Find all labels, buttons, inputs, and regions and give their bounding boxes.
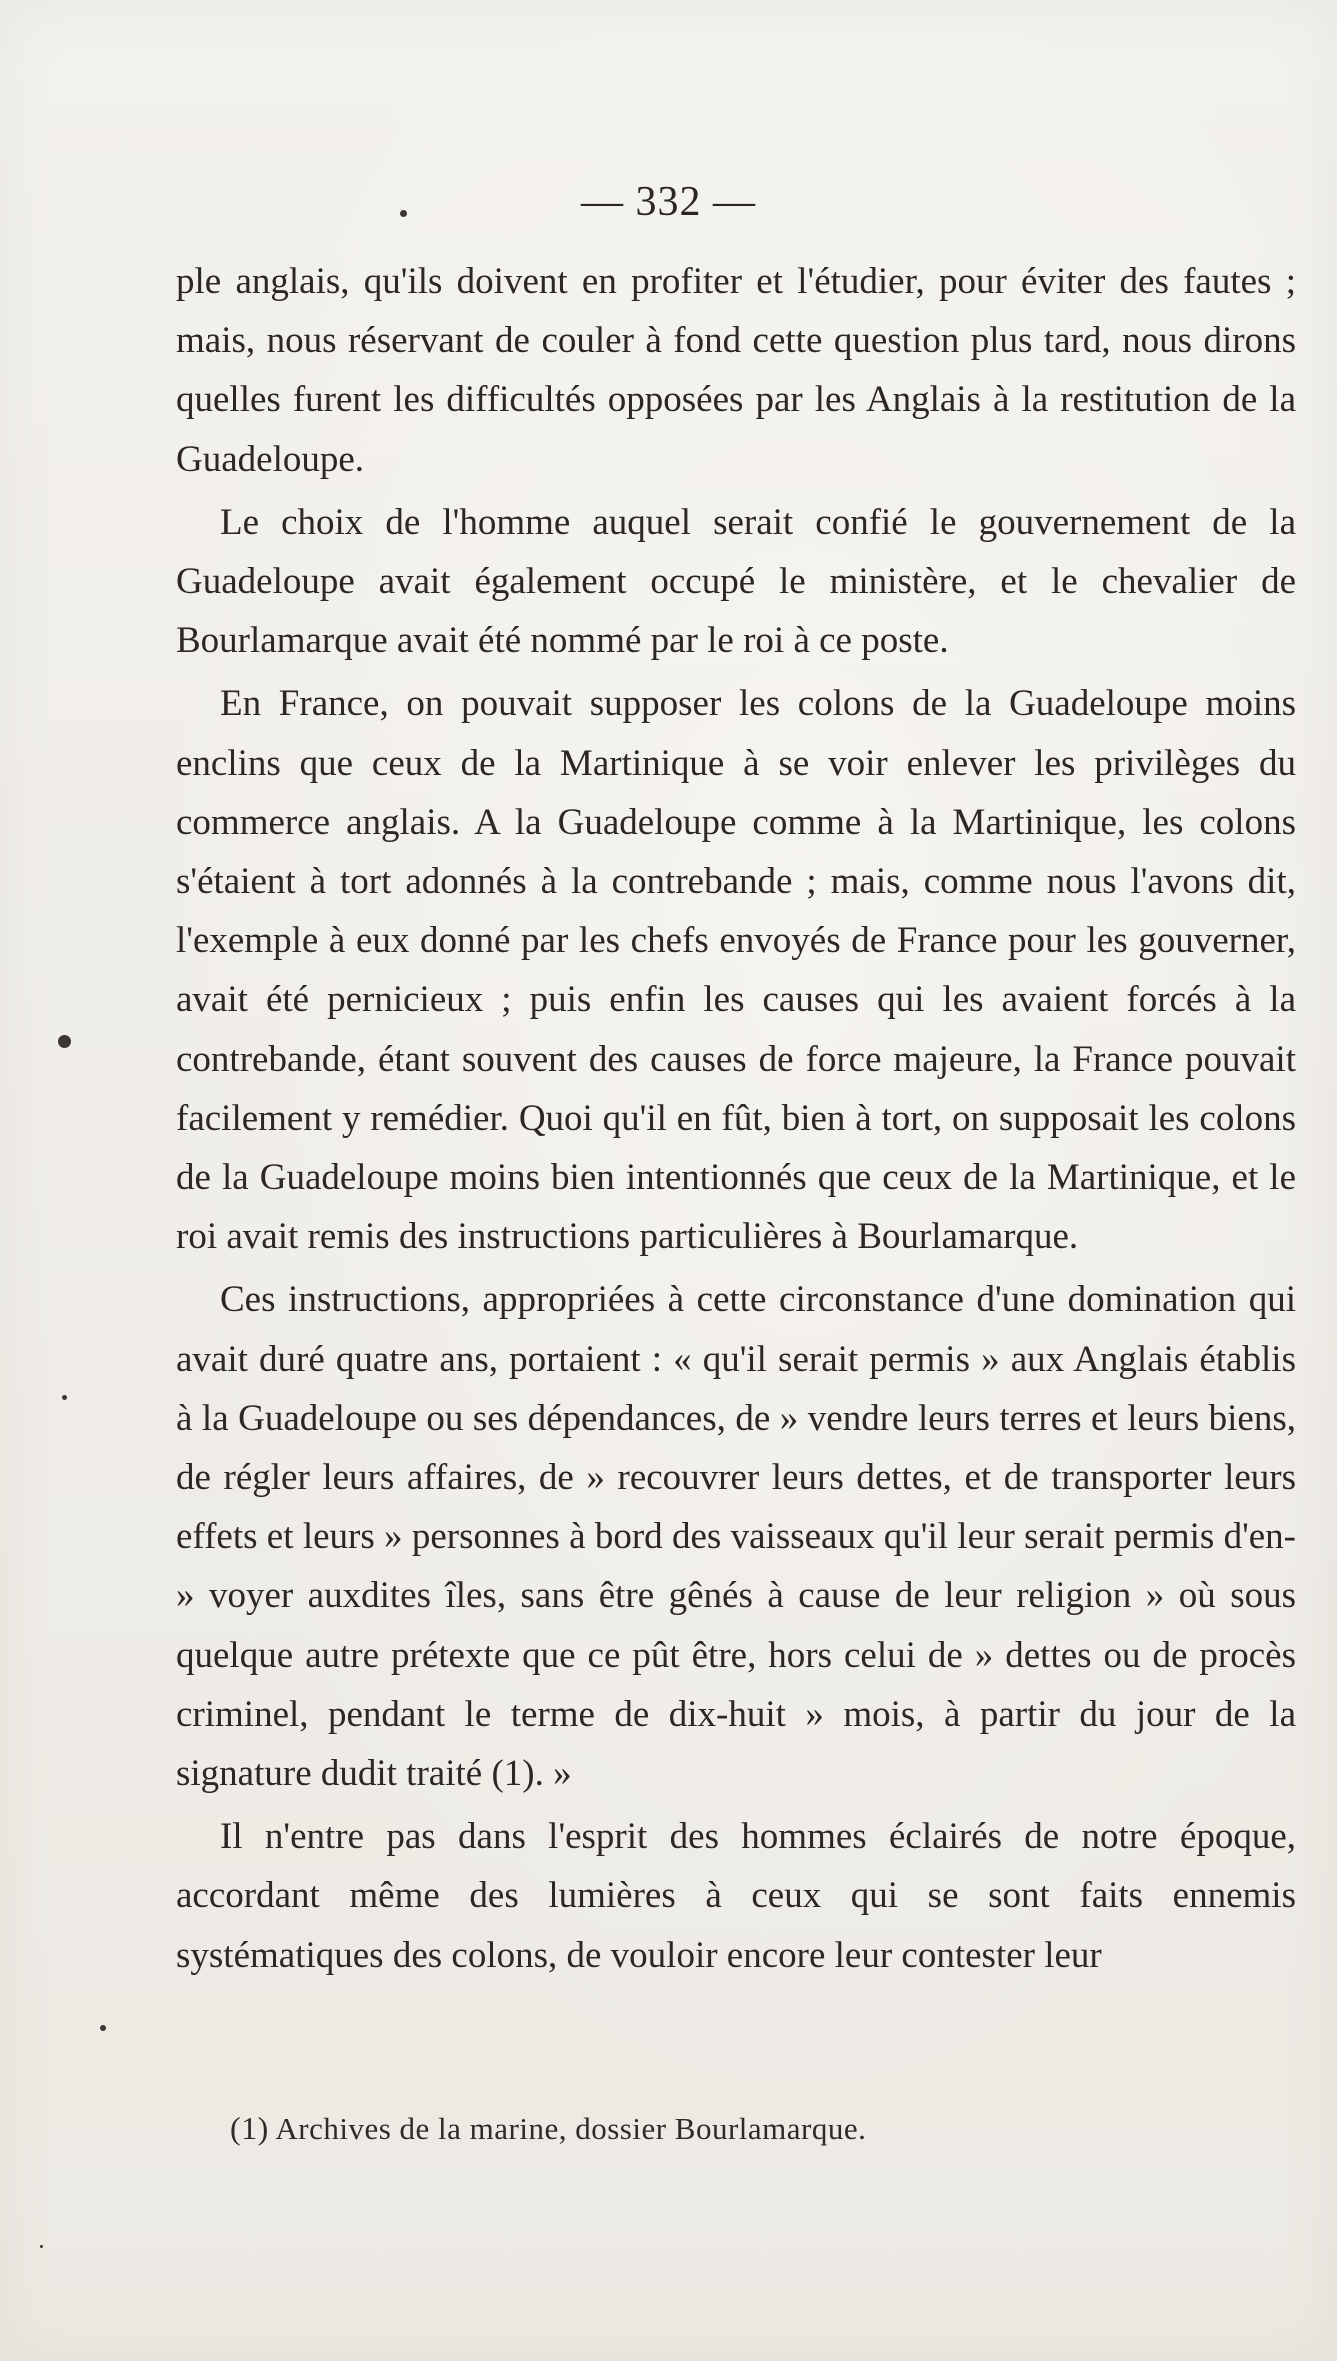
paragraph: ple anglais, qu'ils doivent en profiter et l'étudier, pour éviter des fautes ; mais, nous réservant de couler à fond cette question plus tard, nous dirons quelles furent les difficultés opposées par les Anglais à la restitution de la Guadeloupe. [176,261,1296,480]
footnote-mark: (1) [230,2110,269,2146]
ink-speck [58,1035,71,1048]
ink-speck [62,1395,67,1400]
ink-speck [40,2245,43,2248]
ink-speck [100,2025,106,2031]
paragraph: Le choix de l'homme auquel serait confié le gouvernement de la Guadeloupe avait également occupé le ministère, et le chevalier de Bourlamarque avait été nommé par le roi à ce poste. [176,501,1296,662]
paragraph: Il n'entre pas dans l'esprit des hommes éclairés de notre époque, accordant même des lumières à ceux qui se sont faits ennemis systématiques des colons, de vouloir encore leur contester leur [176,1816,1296,1976]
footnote [230,2108,866,2149]
footnote-text: Archives de la marine, dossier Bourlamarque. [275,2111,867,2146]
page-number: — 332 — [581,179,756,225]
body-text [176,252,1296,1989]
paragraph: En France, on pouvait supposer les colons de la Guadeloupe moins enclins que ceux de la Martinique à se voir enlever les privilèges du commerce anglais. A la Guadeloupe comme à la Martinique, les colons s'étaient à tort adonnés à la contrebande ; mais, comme nous l'avons dit, l'exemple à eux donné par les chefs envoyés de France pour les gouverner, avait été pernicieux ; puis enfin les causes qui les avaient forcés à la contrebande, étant souvent des causes de force majeure, la France pouvait facilement y remédier. Quoi qu'il en fût, bien à tort, on supposait les colons de la Guadeloupe moins bien intentionnés que ceux de la Martinique, et le roi avait remis des instructions particulières à Bourlamarque. [176,683,1296,1258]
paragraph: Ces instructions, appropriées à cette circonstance d'une domination qui avait duré quatre ans, portaient : « qu'il serait permis » aux Anglais établis à la Guadeloupe ou ses dépendances, de » vendre leurs terres et leurs biens, de régler leurs affaires, de » recouvrer leurs dettes, et de transporter leurs effets et leurs » personnes à bord des vaisseaux qu'il leur serait permis d'en- » voyer auxdites îles, sans être gênés à cause de leur religion » où sous quelque autre prétexte que ce pût être, hors celui de » dettes ou de procès criminel, pendant le terme de dix-huit » mois, à partir du jour de la signature dudit traité (1). » [176,1279,1296,1795]
